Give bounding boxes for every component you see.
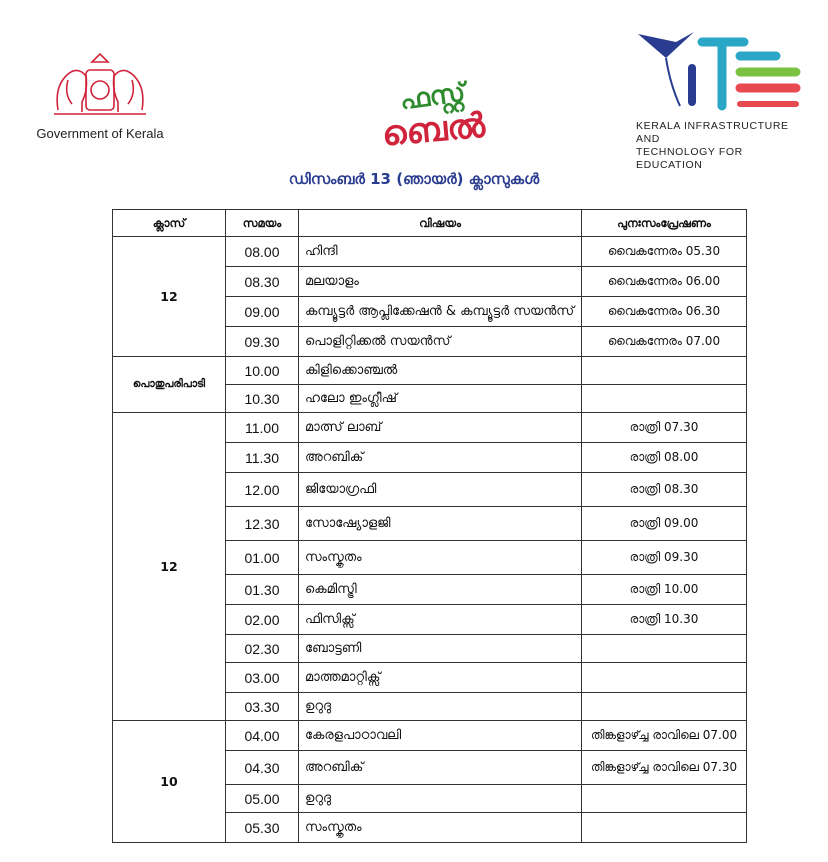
kite-logo xyxy=(636,28,811,172)
table-row xyxy=(113,237,747,267)
time-cell: 04.30 xyxy=(226,751,299,785)
subject-cell: സംസ്കൃതം xyxy=(299,813,582,843)
first-bell-logo-top: ഫസ്റ്റ് xyxy=(398,77,468,117)
time-cell: 09.30 xyxy=(226,327,299,357)
rebroadcast-cell xyxy=(582,813,747,843)
subject-cell: ഹലോ ഇംഗ്ലീഷ് xyxy=(299,385,582,413)
rebroadcast-cell: വൈകന്നേരം 07.00 xyxy=(582,327,747,357)
kite-text-line1: KERALA INFRASTRUCTURE AND xyxy=(636,120,789,145)
header-rebroadcast: പുനഃസംപ്രേഷണം xyxy=(582,210,747,237)
header-class: ക്ലാസ് xyxy=(113,210,226,237)
time-cell: 02.30 xyxy=(226,635,299,663)
table-header-row xyxy=(113,210,747,237)
time-cell: 12.00 xyxy=(226,473,299,507)
rebroadcast-cell: രാത്രി 08.00 xyxy=(582,443,747,473)
time-cell: 10.30 xyxy=(226,385,299,413)
subject-cell: അറബിക് xyxy=(299,443,582,473)
time-cell: 09.00 xyxy=(226,297,299,327)
rebroadcast-cell: തിങ്കളാഴ്ച്ച രാവിലെ 07.30 xyxy=(582,751,747,785)
government-of-kerala-label: Government of Kerala xyxy=(36,126,164,141)
time-cell: 02.00 xyxy=(226,605,299,635)
time-cell: 01.00 xyxy=(226,541,299,575)
header-subject: വിഷയം xyxy=(299,210,582,237)
rebroadcast-cell xyxy=(582,693,747,721)
government-of-kerala-logo xyxy=(30,50,170,141)
first-bell-logo xyxy=(376,77,487,160)
subject-cell: ജിയോഗ്രഫി xyxy=(299,473,582,507)
rebroadcast-cell xyxy=(582,385,747,413)
subject-cell: മാത്സ് ലാബ് xyxy=(299,413,582,443)
class-cell: പൊതുപരിപാടി xyxy=(113,357,226,413)
rebroadcast-cell: തിങ്കളാഴ്ച്ച രാവിലെ 07.00 xyxy=(582,721,747,751)
class-cell: 12 xyxy=(113,413,226,721)
time-cell: 05.30 xyxy=(226,813,299,843)
time-cell: 12.30 xyxy=(226,507,299,541)
subject-cell: ഹിന്ദി xyxy=(299,237,582,267)
rebroadcast-cell: രാത്രി 09.30 xyxy=(582,541,747,575)
header-time: സമയം xyxy=(226,210,299,237)
rebroadcast-cell xyxy=(582,663,747,693)
subject-cell: സംസ്കൃതം xyxy=(299,541,582,575)
time-cell: 01.30 xyxy=(226,575,299,605)
subject-cell: അറബിക് xyxy=(299,751,582,785)
subject-cell: പൊളിറ്റിക്കൽ സയൻസ് xyxy=(299,327,582,357)
time-cell: 11.30 xyxy=(226,443,299,473)
subject-cell: ഫിസിക്സ് xyxy=(299,605,582,635)
schedule-table xyxy=(112,209,747,843)
table-row xyxy=(113,413,747,443)
rebroadcast-cell: രാത്രി 10.00 xyxy=(582,575,747,605)
kite-text-line2: TECHNOLOGY FOR EDUCATION xyxy=(636,146,743,171)
subject-cell: സോഷ്യോളജി xyxy=(299,507,582,541)
subject-cell: ബോട്ടണി xyxy=(299,635,582,663)
rebroadcast-cell: രാത്രി 09.00 xyxy=(582,507,747,541)
time-cell: 03.30 xyxy=(226,693,299,721)
table-row xyxy=(113,721,747,751)
time-cell: 05.00 xyxy=(226,785,299,813)
subject-cell: ഉറുദു xyxy=(299,785,582,813)
rebroadcast-cell: രാത്രി 07.30 xyxy=(582,413,747,443)
class-cell: 12 xyxy=(113,237,226,357)
subject-cell: ഉറുദു xyxy=(299,693,582,721)
rebroadcast-cell: വൈകന്നേരം 06.00 xyxy=(582,267,747,297)
subject-cell: കെമിസ്ട്രി xyxy=(299,575,582,605)
first-bell-logo-bottom: ബെൽ xyxy=(380,105,487,155)
subject-cell: കേരളപാഠാവലി xyxy=(299,721,582,751)
time-cell: 08.30 xyxy=(226,267,299,297)
time-cell: 04.00 xyxy=(226,721,299,751)
rebroadcast-cell xyxy=(582,357,747,385)
rebroadcast-cell: വൈകന്നേരം 05.30 xyxy=(582,237,747,267)
schedule-body xyxy=(113,237,747,843)
class-cell: 10 xyxy=(113,721,226,843)
time-cell: 03.00 xyxy=(226,663,299,693)
rebroadcast-cell: രാത്രി 10.30 xyxy=(582,605,747,635)
page-title: ഡിസംബർ 13 (ഞായർ) ക്ലാസുകൾ xyxy=(288,170,540,188)
subject-cell: മലയാളം xyxy=(299,267,582,297)
kite-mark-icon xyxy=(636,28,806,112)
rebroadcast-cell xyxy=(582,785,747,813)
subject-cell: കമ്പ്യൂട്ടർ ആപ്ലിക്കേഷൻ & കമ്പ്യൂട്ടർ സയൻസ് xyxy=(299,297,582,327)
time-cell: 11.00 xyxy=(226,413,299,443)
rebroadcast-cell: രാത്രി 08.30 xyxy=(582,473,747,507)
table-row xyxy=(113,357,747,385)
rebroadcast-cell xyxy=(582,635,747,663)
kerala-emblem-icon xyxy=(48,50,152,120)
subject-cell: കിളിക്കൊഞ്ചൽ xyxy=(299,357,582,385)
subject-cell: മാത്തമാറ്റിക്സ് xyxy=(299,663,582,693)
rebroadcast-cell: വൈകന്നേരം 06.30 xyxy=(582,297,747,327)
time-cell: 08.00 xyxy=(226,237,299,267)
time-cell: 10.00 xyxy=(226,357,299,385)
